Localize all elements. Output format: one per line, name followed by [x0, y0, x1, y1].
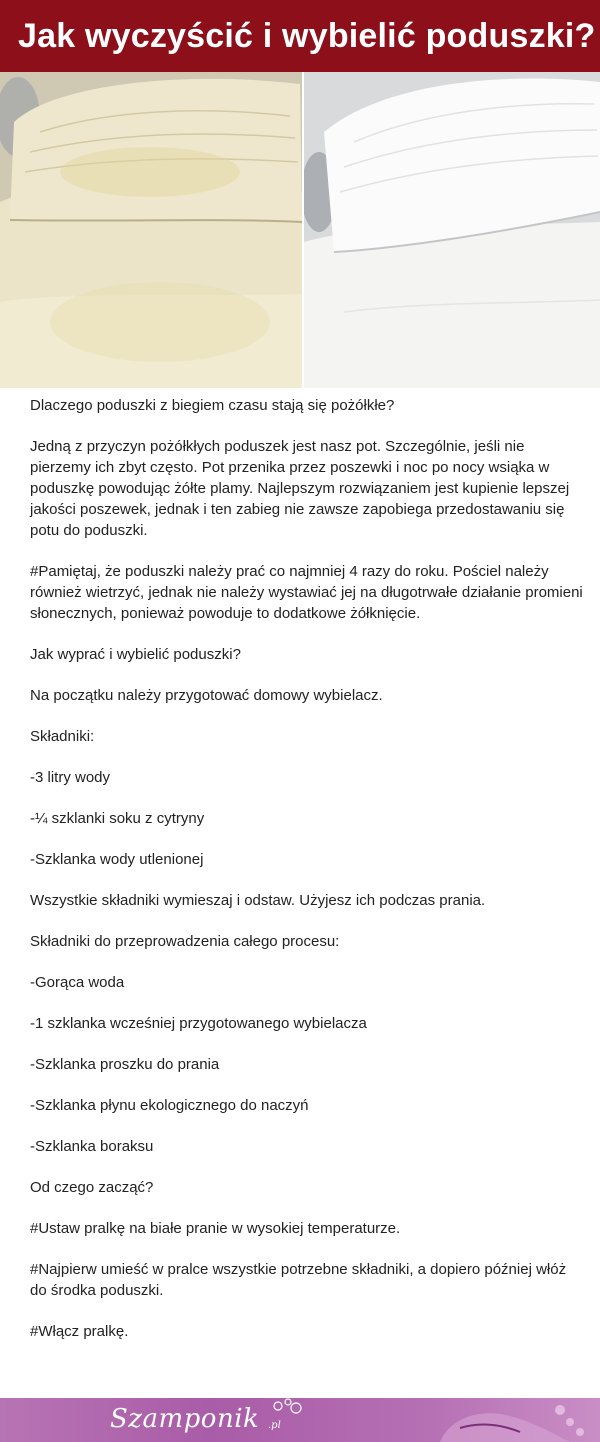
paragraph: #Najpierw umieść w pralce wszystkie potrzebne składniki, a dopiero później włóż do środka poduszki.: [30, 1261, 567, 1299]
paragraph: Wszystkie składniki wymieszaj i odstaw. Użyjesz ich podczas prania.: [30, 892, 486, 909]
paragraph: Składniki do przeprowadzenia całego procesu:: [30, 933, 340, 950]
list-item: -Szklanka płynu ekologicznego do naczyń: [30, 1097, 309, 1114]
footer-banner: [0, 1398, 600, 1442]
list-item: -¼ szklanki soku z cytryny: [30, 810, 205, 827]
paragraph: Składniki:: [30, 728, 95, 745]
list-item: -Gorąca woda: [30, 974, 125, 991]
list-item: -1 szklanka wcześniej przygotowanego wybielacza: [30, 1015, 367, 1032]
footer-decoration: [420, 1398, 600, 1442]
list-item: -Szklanka proszku do prania: [30, 1056, 220, 1073]
pillow-after-photo: [304, 72, 600, 388]
paragraph: Na początku należy przygotować domowy wybielacz.: [30, 687, 383, 704]
comparison-photos: [0, 72, 600, 388]
paragraph: Jak wyprać i wybielić poduszki?: [30, 646, 241, 663]
pillow-after-illustration: [304, 72, 600, 388]
page-title: Jak wyczyścić i wybielić poduszki?: [18, 16, 596, 55]
paragraph: Jedną z przyczyn pożółkłych poduszek jest nasz pot. Szczególnie, jeśli nie pierzemy ich zbyt często. Pot przenika przez poszewki i noc po nocy wsiąka w poduszkę powodując żółte plamy. Najlepszym rozwiązaniem jest kupienie lepszej jakości poszewek, jednak i ten zabieg nie zawsze zapobiega przedostawaniu się potu do poduszki.: [30, 438, 570, 539]
list-item: -Szklanka boraksu: [30, 1138, 154, 1155]
paragraph: Od czego zacząć?: [30, 1179, 154, 1196]
paragraph: #Pamiętaj, że poduszki należy prać co najmniej 4 razy do roku. Pościel należy również wietrzyć, jednak nie należy wystawiać jej na długotrwałe działanie promieni słonecznych, ponieważ powoduje to dodatkowe żółknięcie.: [30, 563, 583, 622]
brand-logo: Szamponik: [110, 1404, 260, 1434]
list-item: -3 litry wody: [30, 769, 111, 786]
pillow-before-illustration: [0, 72, 302, 388]
paragraph: #Ustaw pralkę na białe pranie w wysokiej temperaturze.: [30, 1220, 401, 1237]
list-item: -Szklanka wody utlenionej: [30, 851, 204, 868]
paragraph: #Włącz pralkę.: [30, 1323, 129, 1340]
pillow-before-photo: [0, 72, 302, 388]
brand-logo-suffix: .pl: [268, 1420, 281, 1431]
title-banner: [0, 0, 600, 72]
article-body: [30, 395, 585, 1362]
paragraph: Dlaczego poduszki z biegiem czasu stają się pożółkłe?: [30, 397, 395, 414]
